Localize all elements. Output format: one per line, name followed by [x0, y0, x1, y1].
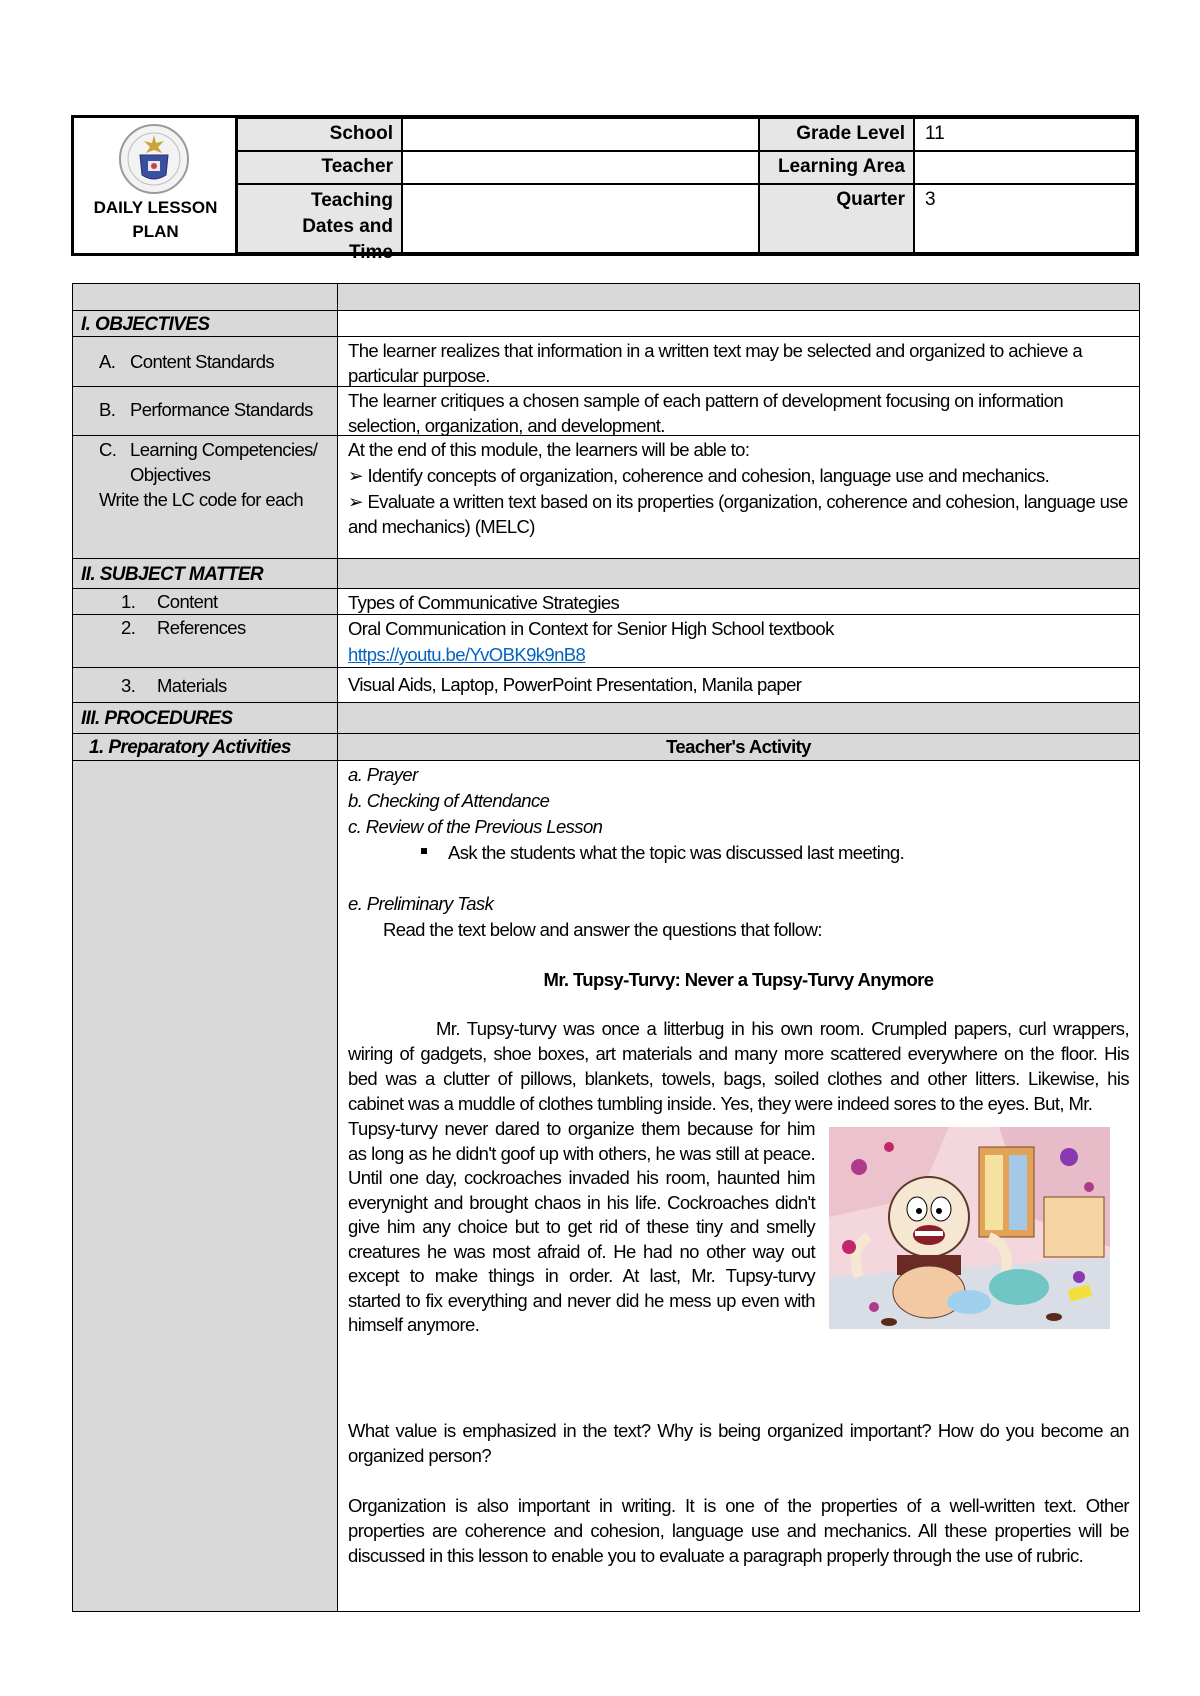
quarter-label: Quarter — [759, 184, 914, 253]
learning-area-field[interactable] — [914, 151, 1136, 184]
procedures-heading: III. PROCEDURES — [73, 703, 338, 733]
content-text: Types of Communicative Strategies — [348, 592, 620, 613]
top-row-right — [338, 284, 1139, 310]
teaching-dates-field[interactable] — [402, 184, 759, 253]
attendance-item: b. Checking of Attendance — [348, 790, 550, 811]
review-bullet-item — [338, 839, 1139, 865]
objectives-heading-right — [338, 311, 1139, 336]
lc-item-2: ➢ Evaluate a written text based on its properties (organization, coherence and cohesion, language use and mechanics) (MELC) — [348, 491, 1128, 537]
learning-competencies-label-2: Objectives — [130, 464, 211, 485]
references-label: References — [157, 617, 246, 638]
school-field[interactable] — [402, 118, 759, 151]
closing-paragraph: Organization is also important in writing. It is one of the properties of a well-written text. Other properties are coherence and cohesion, language use and mechanics. All these properties will be discussed in this lesson to enable you to evaluate a paragraph properly through the use of rubric. — [348, 1494, 1129, 1566]
teacher-activity-heading: Teacher's Activity — [338, 734, 1139, 760]
content-label: Content — [157, 591, 218, 612]
content-standards-label: Content Standards — [130, 351, 275, 372]
performance-standards-row — [73, 387, 1139, 436]
teacher-label: Teacher — [237, 151, 402, 184]
header-table — [71, 115, 1139, 263]
lesson-plan-table — [72, 283, 1140, 1612]
references-num: 2. — [121, 617, 136, 638]
story-paragraph-2: Tupsy-turvy never dared to organize them because for him as long as he didn't goof up with others, he was still at peace. Until one day, cockroaches invaded his room, haunted him everynight and brought chaos in his life. Cockroaches didn't give him any choice but to get rid of these tiny and smelly creatures he was most afraid of. He had no other way out except to make things in order. At last, Mr. Tupsy-turvy started to fix everything and never did he mess up even with himself anymore. — [348, 1118, 815, 1335]
objectives-heading: I. OBJECTIVES — [73, 311, 338, 336]
subject-matter-heading-right — [338, 559, 1139, 588]
content-standards-row — [73, 337, 1139, 387]
quarter-field[interactable]: 3 — [914, 184, 1136, 253]
materials-text: Visual Aids, Laptop, PowerPoint Presentation, Manila paper — [348, 674, 802, 695]
references-label-cell — [73, 615, 338, 667]
review-bullet-text: Ask the students what the topic was discussed last meeting. — [448, 842, 905, 863]
references-link[interactable]: https://youtu.be/YvOBK9k9nB8 — [348, 644, 586, 665]
top-row-left — [73, 284, 338, 310]
content-num: 1. — [121, 591, 136, 612]
subject-matter-heading-row — [73, 559, 1139, 589]
performance-standards-num: B. — [99, 399, 116, 420]
preparatory-activities-label: 1. Preparatory Activities — [73, 734, 338, 760]
performance-standards-text: The learner critiques a chosen sample of each pattern of development focusing on information selection, organization, and development. — [348, 390, 1064, 436]
school-label: School — [237, 118, 402, 151]
content-row — [73, 589, 1139, 615]
story-title: Mr. Tupsy-Turvy: Never a Tupsy-Turvy Anymore — [543, 969, 934, 990]
learning-competencies-label-cell — [73, 436, 338, 558]
lc-item-1: ➢ Identify concepts of organization, coherence and cohesion, language use and mechanics. — [348, 465, 1050, 486]
lc-intro: At the end of this module, the learners will be able to: — [348, 439, 750, 460]
learning-competencies-num: C. — [99, 439, 117, 460]
story-paragraph-1: Mr. Tupsy-turvy was once a litterbug in his own room. Crumpled papers, curl wrappers, wiring of gadgets, shoe boxes, art materials and many more scattered everywhere on the floor. His bed was a clutter of pillows, blankets, towels, bags, soiled clothes and other litters. Likewise, his cabinet was a muddle of clothes tumbling inside. Yes, they were indeed sores to the eyes. But, Mr. — [348, 1018, 1129, 1114]
references-text: Oral Communication in Context for Senior High School textbook — [348, 618, 834, 639]
materials-label-cell — [73, 668, 338, 702]
procedures-heading-row — [73, 703, 1139, 734]
deped-seal-icon — [118, 123, 190, 195]
learning-area-label: Learning Area — [759, 151, 914, 184]
grade-level-label: Grade Level — [759, 118, 914, 151]
content-standards-num: A. — [99, 351, 116, 372]
teaching-dates-label-text: Teaching Dates and Time — [302, 190, 393, 263]
procedures-heading-right — [338, 703, 1139, 733]
table-top-row — [73, 284, 1139, 311]
teaching-dates-label — [237, 184, 402, 263]
learning-competencies-label: Learning Competencies/ — [130, 439, 318, 460]
performance-standards-label-cell — [73, 387, 338, 435]
grade-level-field[interactable]: 11 — [914, 118, 1136, 151]
activity-body-left — [73, 761, 338, 1611]
subject-matter-heading: II. SUBJECT MATTER — [73, 559, 338, 588]
review-item: c. Review of the Previous Lesson — [348, 816, 603, 837]
performance-standards-label: Performance Standards — [130, 399, 313, 420]
content-standards-text: The learner realizes that information in a written text may be selected and organized to achieve a particular purpose. — [348, 340, 1083, 386]
prayer-item: a. Prayer — [348, 764, 418, 785]
content-standards-label-cell — [73, 337, 338, 386]
references-row — [73, 615, 1139, 668]
teacher-field[interactable] — [402, 151, 759, 184]
square-bullet-icon — [421, 848, 427, 854]
plan-title: DAILY LESSON PLAN — [93, 198, 218, 241]
lc-code-instruction: Write the LC code for each — [99, 489, 304, 510]
materials-row — [73, 668, 1139, 703]
preparatory-row — [73, 734, 1139, 761]
cartoon-messy-room-illustration — [829, 1127, 1110, 1329]
materials-num: 3. — [121, 675, 136, 696]
objectives-heading-row — [73, 311, 1139, 337]
discussion-questions: What value is emphasized in the text? Why is being organized important? How do you become an organized person? — [348, 1419, 1129, 1466]
content-label-cell — [73, 589, 338, 614]
materials-label: Materials — [157, 675, 227, 696]
preliminary-task-item: e. Preliminary Task — [348, 893, 494, 914]
preliminary-instruction: Read the text below and answer the questions that follow: — [383, 919, 822, 940]
logo-cell — [74, 118, 237, 253]
learning-competencies-row — [73, 436, 1139, 559]
